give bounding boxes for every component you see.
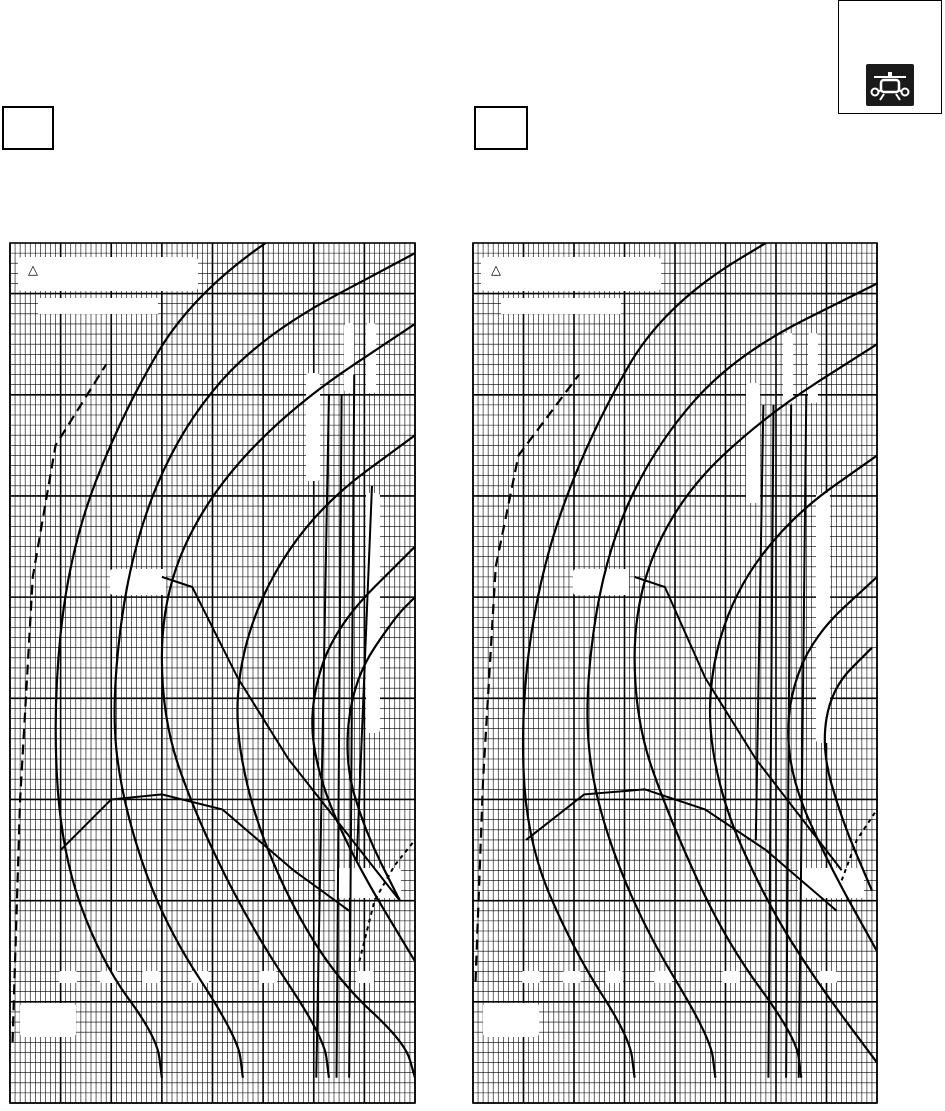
header-tab-strip: [38, 298, 158, 314]
curve-end-label: [356, 971, 374, 983]
left-chart: [0, 0, 470, 1111]
header-tab-strip: [501, 298, 621, 314]
curve-end-label: [59, 971, 77, 983]
legend-box: [18, 257, 198, 291]
reference-band: [783, 333, 793, 403]
vertical-reference-line: [316, 395, 329, 1078]
corner-label-box: [483, 1003, 539, 1037]
legend-box: [481, 257, 661, 291]
series-line-2: [587, 283, 877, 1077]
vertical-reference-line: [349, 375, 354, 1078]
right-chart: [465, 0, 945, 1111]
reference-band: [816, 493, 830, 743]
dashed-limit-curve: [13, 364, 107, 1042]
legend-symbol: △: [28, 263, 38, 278]
curve-end-label: [142, 971, 160, 983]
curve-end-label: [563, 971, 581, 983]
reference-band: [344, 323, 354, 393]
vertical-reference-line: [799, 395, 807, 1078]
curve-label-box: [110, 569, 166, 595]
corner-label-box: [20, 1003, 76, 1037]
curve-end-label: [605, 971, 623, 983]
reference-band: [366, 323, 376, 393]
curve-end-label: [722, 971, 740, 983]
legend-symbol: △: [491, 263, 501, 278]
curve-label-box: [798, 868, 864, 898]
curve-end-label: [259, 971, 277, 983]
reference-band: [808, 333, 818, 403]
reference-band: [366, 493, 380, 733]
boundary-arc: [61, 794, 350, 910]
curve-end-label: [819, 971, 837, 983]
reference-band: [746, 383, 760, 503]
curve-end-label: [654, 971, 672, 983]
curve-end-label: [522, 971, 540, 983]
